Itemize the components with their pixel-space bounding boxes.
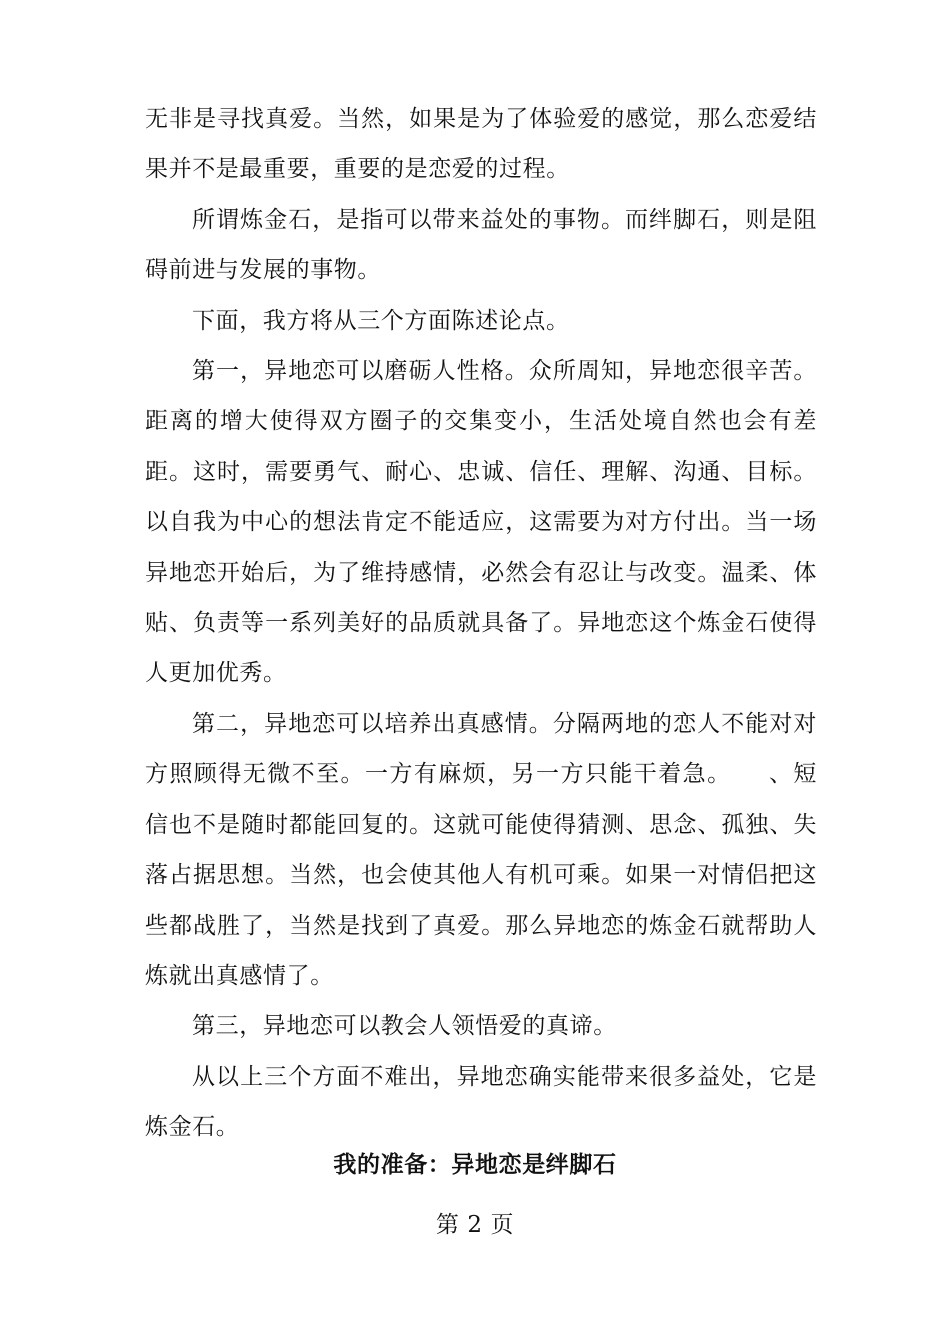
paragraph-point-one: 第一，异地恋可以磨砺人性格。众所周知，异地恋很辛苦。距离的增大使得双方圈子的交集变小，生活处境自然也会有差距。这时，需要勇气、耐心、忠诚、信任、理解、沟通、目标。以自我为中心的想法肯定不能适应，这需要为对方付出。当一场异地恋开始后，为了维持感情，必然会有忍让与改变。温柔、体贴、负责等一系列美好的品质就具备了。异地恋这个炼金石使得人更加优秀。 <box>145 358 817 687</box>
paragraph-definition: 所谓炼金石，是指可以带来益处的事物。而绊脚石，则是阻碍前进与发展的事物。 <box>145 206 817 284</box>
paragraph-intro: 下面，我方将从三个方面陈述论点。 <box>192 307 570 334</box>
paragraph-point-three: 第三，异地恋可以教会人领悟爱的真谛。 <box>192 1013 617 1040</box>
paragraph-point-two: 第二，异地恋可以培养出真感情。分隔两地的恋人不能对对方照顾得无微不至。一方有麻烦，另一方只能干着急。 、短信也不是随时都能回复的。这就可能使得猜测、思念、孤独、失落占据思想。当然，也会使其他人有机可乘。如果一对情侣把这些都战胜了，当然是找到了真爱。那么异地恋的炼金石就帮助人炼就出真感情了。 <box>145 710 817 989</box>
paragraph-conclusion: 从以上三个方面不难出，异地恋确实能带来很多益处，它是炼金石。 <box>145 1063 817 1141</box>
page-number: 第 2 页 <box>435 1212 515 1238</box>
section-subheading: 我的准备：异地恋是绊脚石 <box>333 1151 617 1178</box>
paragraph-continuation: 无非是寻找真爱。当然，如果是为了体验爱的感觉，那么恋爱结果并不是最重要，重要的是恋爱的过程。 <box>145 106 817 183</box>
document-body <box>145 94 817 1153</box>
